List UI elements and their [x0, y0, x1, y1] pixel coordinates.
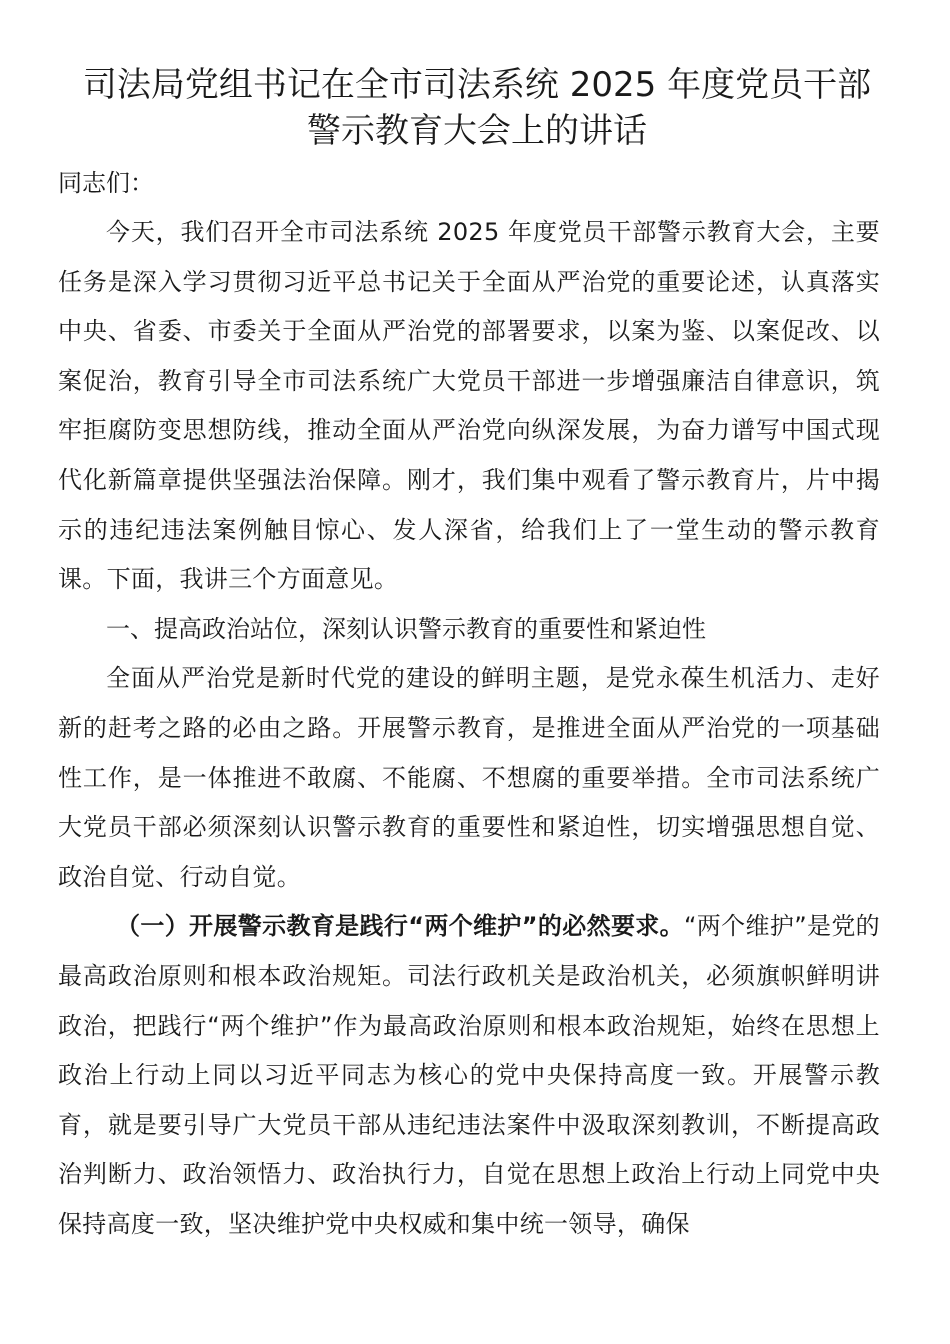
- subsection-1-paragraph: [58, 902, 880, 1249]
- title-line-2: 警示教育大会上的讲话: [307, 111, 647, 151]
- section-1-paragraph: 全面从严治党是新时代党的建设的鲜明主题，是党永葆生机活力、走好新的赶考之路的必由之路。开展警示教育，是推进全面从严治党的一项基础性工作，是一体推进不敢腐、不能腐、不想腐的重要举措。全市司法系统广大党员干部必须深刻认识警示教育的重要性和紧迫性，切实增强思想自觉、政治自觉、行动自觉。: [58, 664, 880, 891]
- greeting: 同志们：: [58, 169, 154, 197]
- subsection-1-text: “两个维护”是党的最高政治原则和根本政治规矩。司法行政机关是政治机关，必须旗帜鲜明讲政治，把践行“两个维护”作为最高政治原则和根本政治规矩，始终在思想上政治上行动上同以习近平同志为核心的党中央保持高度一致。开展警示教育，就是要引导广大党员干部从违纪违法案件中汲取深刻教训，不断提高政治判断力、政治领悟力、政治执行力，自觉在思想上政治上行动上同党中央保持高度一致，坚决维护党中央权威和集中统一领导，确保: [58, 912, 880, 1238]
- section-1-heading: 一、提高政治站位，深刻认识警示教育的重要性和紧迫性: [106, 614, 706, 643]
- title-line-1: 司法局党组书记在全市司法系统 2025 年度党员干部: [82, 65, 872, 105]
- intro-paragraph: 今天，我们召开全市司法系统 2025 年度党员干部警示教育大会，主要任务是深入学习贯彻习近平总书记关于全面从严治党的重要论述，认真落实中央、省委、市委关于全面从严治党的部署要求，以案为鉴、以案促改、以案促治，教育引导全市司法系统广大党员干部进一步增强廉洁自律意识，筑牢拒腐防变思想防线，推动全面从严治党向纵深发展，为奋力谱写中国式现代化新篇章提供坚强法治保障。刚才，我们集中观看了警示教育片，片中揭示的违纪违法案例触目惊心、发人深省，给我们上了一堂生动的警示教育课。下面，我讲三个方面意见。: [58, 218, 880, 594]
- document-title: [58, 62, 896, 154]
- subsection-1-heading: （一）开展警示教育是践行“两个维护”的必然要求。: [116, 912, 684, 941]
